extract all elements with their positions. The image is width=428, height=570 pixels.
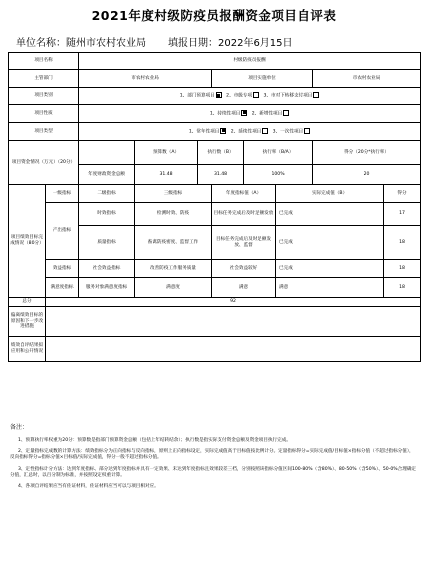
- checkbox-checked-icon: [216, 92, 222, 98]
- type-option: 3、一次性项目: [272, 129, 304, 135]
- funds-value: 20: [313, 165, 421, 185]
- perf-score: 18: [384, 278, 421, 298]
- checkbox-checked-icon: [220, 128, 226, 134]
- perf-actual: 已完成: [276, 260, 384, 278]
- perf-header: 三级指标: [135, 185, 212, 203]
- perf-l3: 检测时效、防疫: [135, 203, 212, 226]
- note-item: 2、定量指标完成数的计算方法：绩效指标分为正向指标与反向指标，原则上正向指标设定，实际完成值高于目标值按比例计分。定量指标得分=实际完成值/目标值×指标分值（不超过指标分值），反向指标得分=指标分值×目标值/实际完成值，得分一般不超过指标分值。: [10, 449, 414, 461]
- perf-target: 满意: [212, 278, 276, 298]
- funds-value: 100%: [244, 165, 313, 185]
- perf-header: 二级指标: [79, 185, 135, 203]
- unit-value: 随州市农村农业局: [66, 38, 146, 49]
- funds-row-label: 年度财政资金总额: [79, 165, 135, 185]
- perf-label: 项目绩效目标完成情况（80分）: [9, 185, 46, 298]
- checkbox-icon: [304, 128, 310, 134]
- perf-l3: 满意度: [135, 278, 212, 298]
- perf-header: 一级指标: [46, 185, 79, 203]
- perf-l1: 满意度指标: [46, 278, 79, 298]
- funds-header: 预算数（A）: [135, 141, 198, 165]
- results-label: 绩效自评结果拟应用和公开情况: [9, 337, 46, 362]
- notes-section: [10, 424, 418, 495]
- perf-target: 目标任务完成后及时足额发放: [212, 203, 276, 226]
- funds-header: 执行数（B）: [198, 141, 244, 165]
- perf-l1: 效益指标: [46, 260, 79, 278]
- type-label: 项目类型: [9, 123, 79, 141]
- project-name-value: 村级防疫员报酬: [79, 53, 421, 70]
- funds-corner: [79, 141, 135, 165]
- notes-heading: 备注：: [10, 424, 29, 431]
- date-value: 2022年6月15日: [218, 38, 293, 49]
- funds-header: 执行率（B/A）: [244, 141, 313, 165]
- perf-l2: 服务对象满意度指标: [79, 278, 135, 298]
- perf-actual: 已完成: [276, 203, 384, 226]
- date-label: 填报日期：: [168, 38, 218, 49]
- nature-option: 2、新增性项目: [251, 111, 283, 117]
- perf-score: 18: [384, 260, 421, 278]
- perf-actual: 已完成: [276, 226, 384, 260]
- dept-value: 市农村农业局: [79, 70, 212, 88]
- project-name-label: 项目名称: [9, 53, 79, 70]
- perf-target: 社会效益较好: [212, 260, 276, 278]
- perf-header: 年度指标值（A）: [212, 185, 276, 203]
- note-item: 4、各项自评结果应当有佐证材料，佐证材料应当可以与项目相对应。: [18, 484, 159, 490]
- header-line: [16, 34, 293, 49]
- perf-l3: 畜禽防疫密度、监督工作: [135, 226, 212, 260]
- category-options: [79, 88, 421, 105]
- perf-target: 目标任务完成后及时足额发放、监督: [212, 226, 276, 260]
- checkbox-checked-icon: [241, 110, 247, 116]
- category-label: 项目类别: [9, 88, 79, 105]
- perf-l2: 时效指标: [79, 203, 135, 226]
- perf-score: 18: [384, 226, 421, 260]
- total-value: 92: [46, 298, 421, 307]
- issues-label: 偏离绩效目标的原因和下一步改进措施: [9, 307, 46, 337]
- issues-value: [46, 307, 421, 337]
- impl-unit-label: 项目实施单位: [212, 70, 313, 88]
- perf-score: 17: [384, 203, 421, 226]
- funds-header: 得分（20分*执行率）: [313, 141, 421, 165]
- nature-option: 1、持续性项目: [209, 111, 241, 117]
- nature-options: [79, 105, 421, 123]
- perf-l2: 社会效益指标: [79, 260, 135, 278]
- impl-unit-value: 市农村农业局: [313, 70, 421, 88]
- category-option: 1、部门预算项目: [179, 93, 215, 99]
- funds-label: 项目资金情况（万元）（20分）: [9, 141, 79, 185]
- type-option: 2、延续性项目: [230, 129, 262, 135]
- perf-actual: 满意: [276, 278, 384, 298]
- funds-value: 31.48: [135, 165, 198, 185]
- category-option: 3、市对下转移支付项目: [263, 93, 313, 99]
- funds-value: 31.48: [198, 165, 244, 185]
- type-option: 1、常年性项目: [188, 129, 220, 135]
- perf-header: 实际完成值（B）: [276, 185, 384, 203]
- type-options: [79, 123, 421, 141]
- checkbox-icon: [313, 92, 319, 98]
- perf-header: 得分: [384, 185, 421, 203]
- category-option: 2、市级专项: [226, 93, 253, 99]
- page-title: 2021年度村级防疫员报酬资金项目自评表: [91, 8, 337, 23]
- evaluation-table: [8, 52, 421, 362]
- checkbox-icon: [253, 92, 259, 98]
- results-value: [46, 337, 421, 362]
- note-item: 1、预算执行率权重为20分：预算数是指部门预算资金总额（包括上年结转结余）；执行数是指实际支付资金总额及资金项目执行完成。: [18, 438, 291, 444]
- total-label: 总分: [9, 298, 46, 307]
- checkbox-icon: [283, 110, 289, 116]
- dept-label: 主管部门: [9, 70, 79, 88]
- perf-l2: 质量指标: [79, 226, 135, 260]
- checkbox-icon: [262, 128, 268, 134]
- perf-l3: 改善防疫工作服务质量: [135, 260, 212, 278]
- perf-l1: 产出指标: [46, 203, 79, 260]
- note-item: 3、定性指标计分方法：达到年度指标、部分达到年度指标并具有一定效果、未达到年度指标且效果较差三档，分别按照该指标分值区间100-80%（含80%）、80-50%（含50%）、50-0%合理确定分值，汇总时，以百分制为标准，并按照设定权重计算。: [10, 466, 417, 478]
- nature-label: 项目性质: [9, 105, 79, 123]
- unit-label: 单位名称：: [16, 38, 66, 49]
